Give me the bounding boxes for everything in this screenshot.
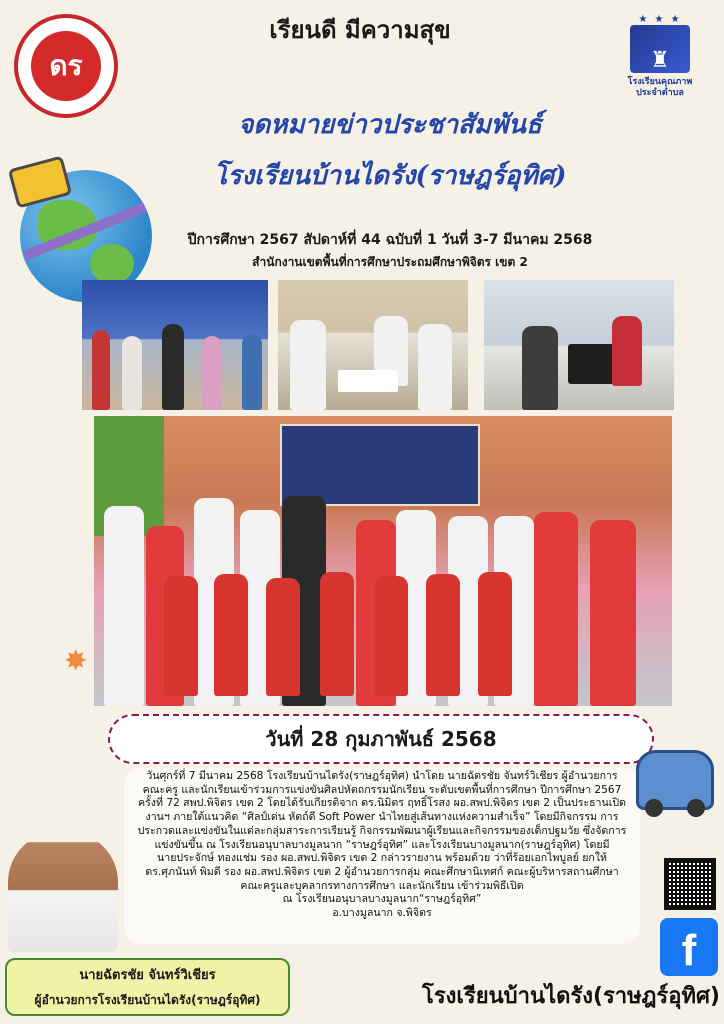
body-line: ครั้งที่ 72 สพป.พิจิตร เขต 2 โดยได้รับเกียรติจาก ดร.นิมิตร ฤทธิ์โรสง ผอ.สพป.พิจิตร เขต 2 เป็นประธานเปิด	[138, 797, 626, 810]
body-line: ประกวดและแข่งขันในแต่ละกลุ่มสาระการเรียนรู้ กิจกรรมพัฒนาผู้เรียนและกิจกรรมของเด็กปฐมวัย ซึ่งจัดการ	[137, 824, 627, 837]
newsletter-title: จดหมายข่าวประชาสัมพันธ์	[238, 110, 542, 140]
star-icon: ★ ★ ★	[638, 14, 682, 25]
body-line: งานฯ ภายใต้แนวคิด “ศิลป์เด่น หัตถ์ดี Soft Power นำไทยสู่เส้นทางแห่งความสำเร็จ” โดยมีกิจกรรม การ	[145, 811, 619, 824]
photo-opening-ceremony	[82, 280, 268, 410]
body-line: วันศุกร์ที่ 7 มีนาคม 2568 โรงเรียนบ้านไดรัง(ราษฎร์อุทิศ) นำโดย นายฉัตรชัย จันทร์วิเชียร ผู้อำนวยการ	[146, 770, 618, 782]
body-line: อ.บางมูลนาก จ.พิจิตร	[332, 907, 432, 920]
body-line: แข่งขันขึ้น ณ โรงเรียนอนุบาลบางมูลนาก “ราษฎร์อุทิศ” และโรงเรียนบางมูลนาก(ราษฎร์อุทิศ) โดยมี	[154, 838, 610, 851]
facebook-icon[interactable]: f	[660, 918, 718, 976]
director-name: นายฉัตรชัย จันทร์วิเชียร	[79, 968, 216, 983]
event-date-label: วันที่ 28 กุมภาพันธ์ 2568	[108, 714, 654, 764]
body-line: คณะครูและบุคลากรทางการศึกษา และนักเรียน เข้าร่วมพิธีเปิด	[240, 879, 524, 892]
quality-school-caption-2: ประจำตำบล	[636, 88, 684, 98]
photo-computer-competition	[484, 280, 674, 410]
qr-code[interactable]	[664, 858, 716, 910]
photo-dance-team	[94, 416, 672, 706]
slogan: เรียนดี มีความสุข	[269, 15, 451, 44]
car-illustration	[636, 750, 714, 810]
issue-info: ปีการศึกษา 2567 สัปดาห์ที่ 44 ฉบับที่ 1 วันที่ 3-7 มีนาคม 2568	[187, 232, 593, 248]
body-line: นายประจักษ์ ทองแช่ม รอง ผอ.สพป.พิจิตร เขต 2 กล่าวรายงาน พร้อมด้วย ว่าที่ร้อยเอกไพบูลย์ ยกให้	[157, 852, 607, 865]
body-line: ดร.ศุภนันท์ พิมดี รอง ผอ.สพป.พิจิตร เขต 2 ผู้อำนวยการกลุ่ม คณะศึกษานิเทศก์ คณะผู้บริหารสถานศึกษา	[145, 865, 619, 878]
body-line: ณ โรงเรียนอนุบาลบางมูลนาก“ราษฎร์อุทิศ”	[282, 893, 482, 906]
quality-school-logo	[612, 14, 708, 110]
director-position: ผู้อำนวยการโรงเรียนบ้านไดรัง(ราษฎร์อุทิศ)	[34, 993, 261, 1007]
school-seal-monogram: ดร	[31, 31, 101, 101]
education-office: สำนักงานเขตพื้นที่การศึกษาประถมศึกษาพิจิตร เขต 2	[252, 255, 528, 269]
photo-students-competition	[278, 280, 468, 410]
footer-school-name: โรงเรียนบ้านไดรัง(ราษฎร์อุทิศ)	[422, 984, 720, 1009]
quality-school-caption-1: โรงเรียนคุณภาพ	[627, 77, 693, 87]
body-line: คณะครู และนักเรียนเข้าร่วมการแข่งขันศิลปหัตถกรรมนักเรียน ระดับเขตพื้นที่การศึกษา ปีการศึกษา 2567	[142, 783, 622, 796]
director-name-box	[5, 958, 290, 1016]
school-name-title: โรงเรียนบ้านไดรัง(ราษฎร์อุทิศ)	[213, 161, 567, 191]
sparkle-icon: ✸	[64, 644, 88, 677]
castle-book-icon: ♜	[630, 25, 690, 73]
news-body	[132, 770, 632, 921]
school-seal-logo	[14, 14, 118, 118]
director-portrait	[8, 832, 118, 952]
